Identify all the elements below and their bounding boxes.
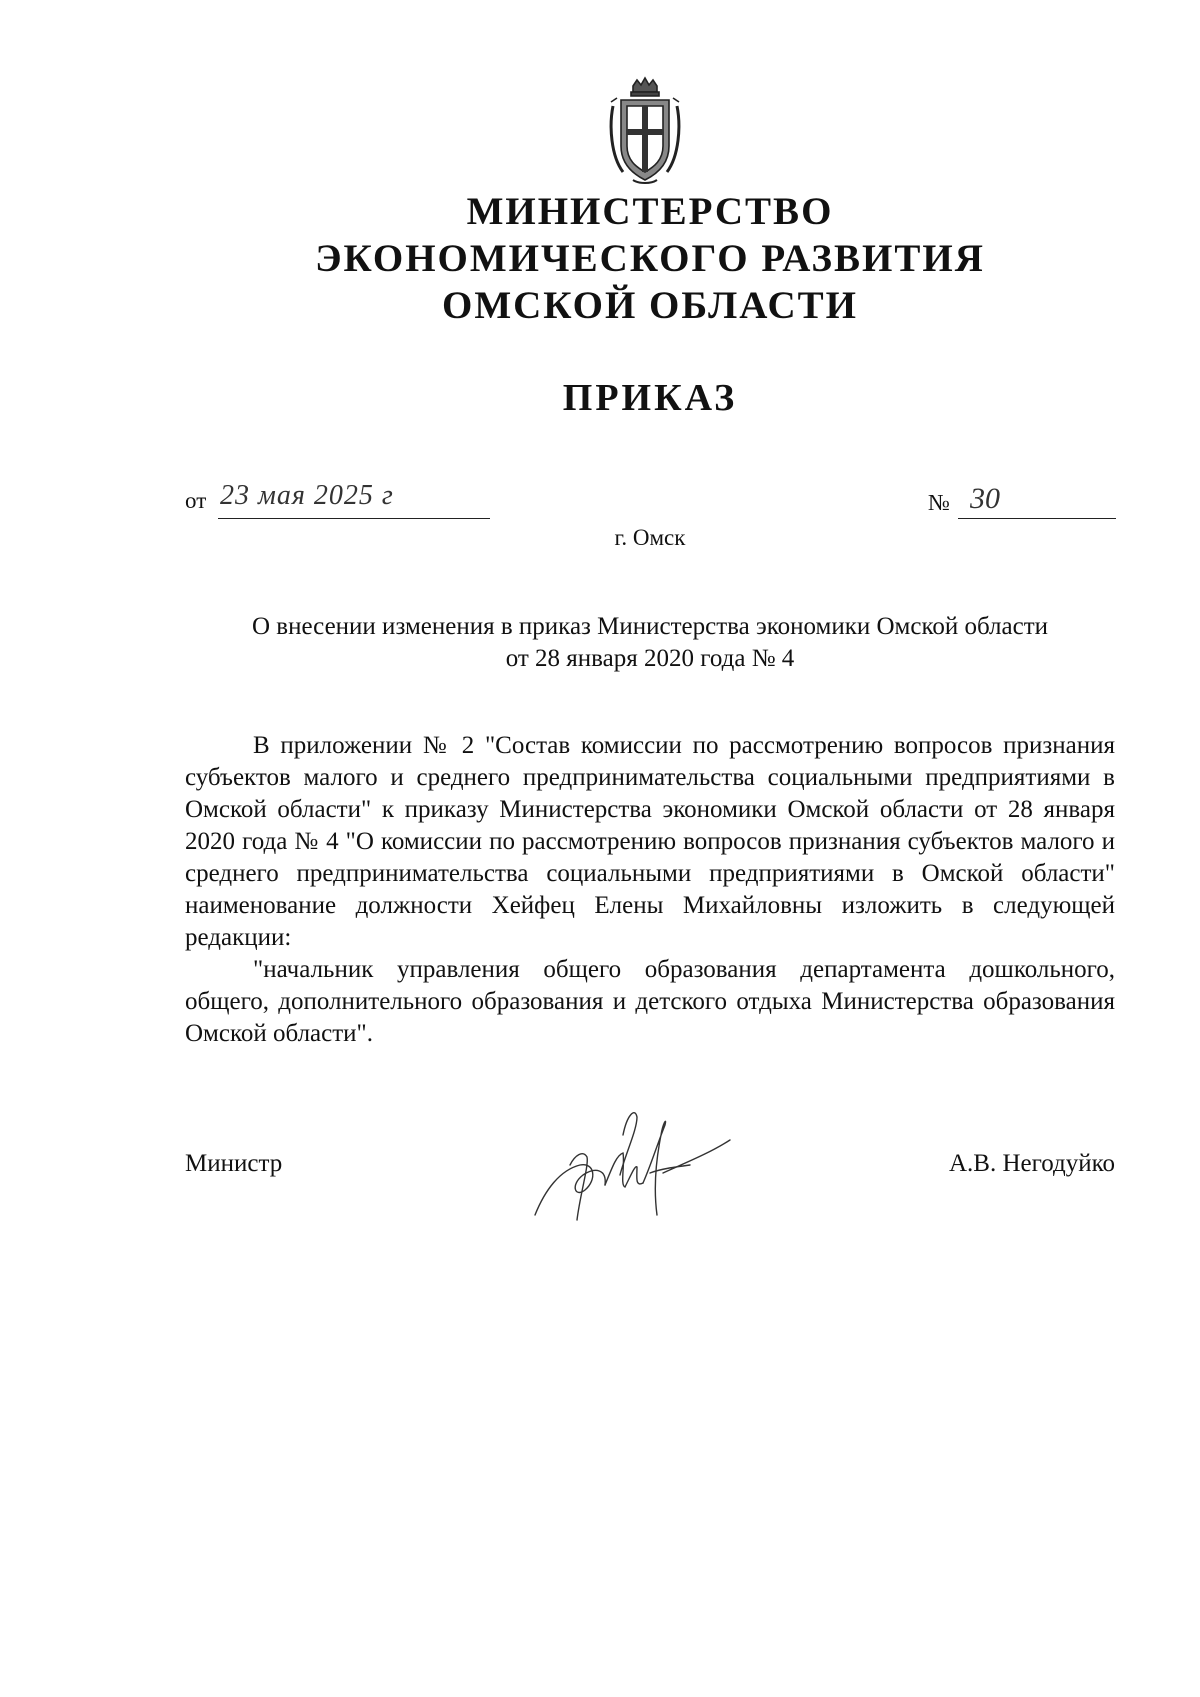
- document-type: ПРИКАЗ: [562, 377, 738, 419]
- body-paragraph-1: В приложении № 2 "Состав комиссии по рассмотрению вопросов признания субъектов малого и среднего предпринимательства социальными предприятиями в Омской области" к приказу Министерства экономики Омской области от 28 января 2020 года № 4 "О комиссии по рассмотрению вопросов признания субъектов малого и среднего предпринимательства социальными предприятиями в Омской области" наименование должности Хейфец Елены Михайловны изложить в следующей редакции:: [185, 732, 1115, 951]
- ministry-line-3: ОМСКОЙ ОБЛАСТИ: [442, 284, 858, 327]
- coat-of-arms-icon: [603, 76, 687, 188]
- signer-name: А.В. Негодуйко: [948, 1150, 1115, 1177]
- signature-icon: [525, 1095, 755, 1230]
- date-prefix: от: [185, 488, 207, 513]
- subject-line-1: О внесении изменения в приказ Министерства экономики Омской области: [251, 613, 1049, 640]
- handwritten-date: 23 мая 2025 г: [220, 480, 394, 511]
- ministry-name: [200, 188, 1100, 329]
- city: г. Омск: [614, 525, 686, 550]
- subject-line-2: от 28 января 2020 года № 4: [505, 645, 795, 672]
- ministry-line-1: МИНИСТЕРСТВО: [466, 190, 834, 233]
- ministry-line-2: ЭКОНОМИЧЕСКОГО РАЗВИТИЯ: [315, 237, 985, 280]
- document-body: [185, 730, 1115, 1050]
- handwritten-number: 30: [970, 482, 1000, 515]
- number-underline: [958, 518, 1116, 519]
- number-label: №: [928, 490, 950, 515]
- document-subject: [185, 611, 1115, 675]
- signer-title: Министр: [185, 1150, 283, 1177]
- date-underline: [218, 518, 490, 519]
- body-paragraph-2: "начальник управления общего образования департамента дошкольного, общего, дополнительного образования и детского отдыха Министерства образования Омской области".: [185, 956, 1115, 1047]
